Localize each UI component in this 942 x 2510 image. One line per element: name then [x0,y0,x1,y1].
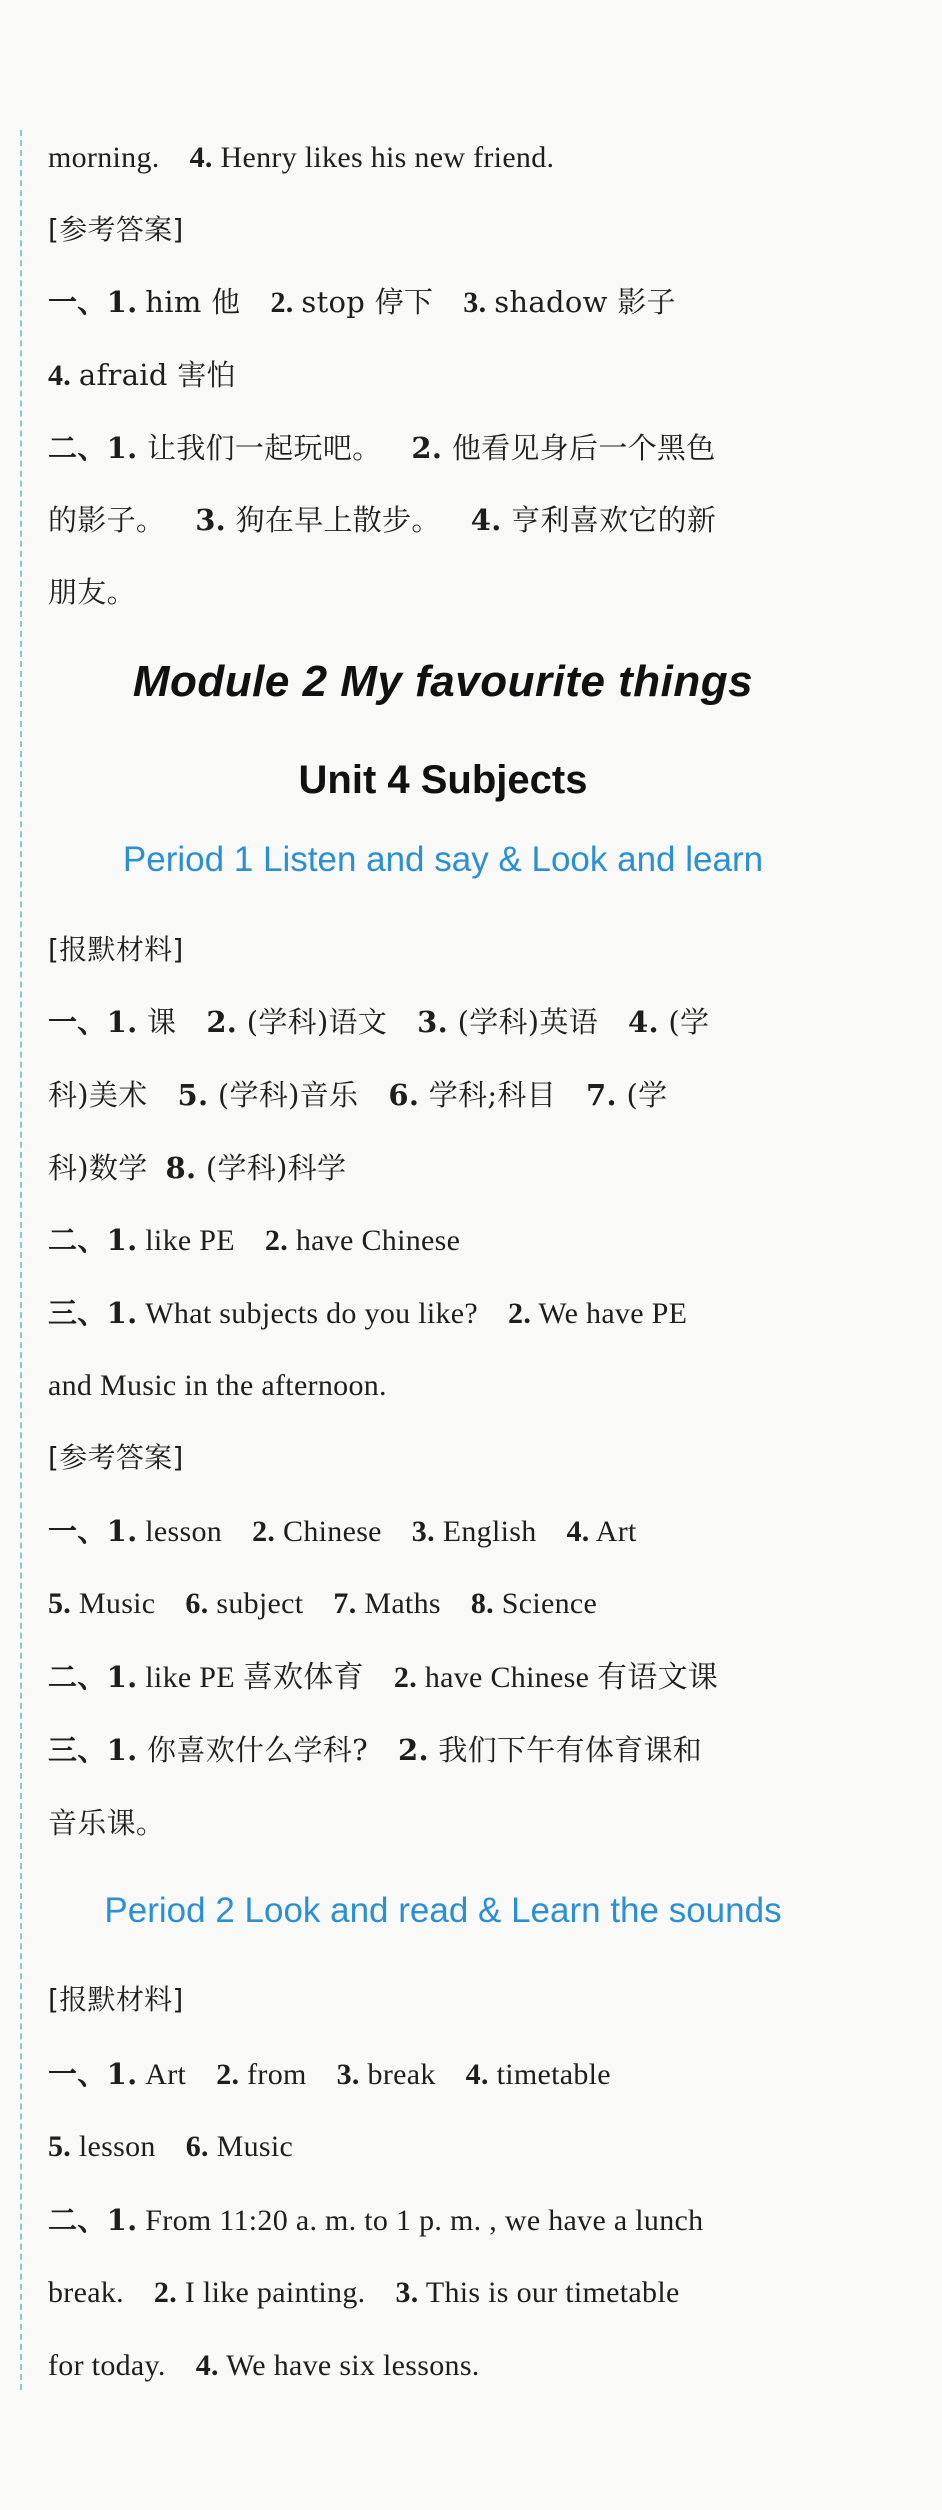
report-label: [报默材料] [48,933,184,966]
text-line: 二、1. like PE 喜欢体育 2. have Chinese 有语文课 [48,1660,719,1694]
text-line: 一、1. lesson 2. Chinese 3. English 4. Art [48,1514,637,1548]
text-line: and Music in the afternoon. [48,1369,387,1402]
answers-label: [参考答案] [48,1441,184,1474]
text-line: 5. lesson 6. Music [48,2130,294,2163]
text-line: 4. afraid 害怕 [48,358,236,392]
text-line: 三、1. 你喜欢什么学科? 2. 我们下午有体育课和 [48,1733,703,1767]
text-line: 三、1. What subjects do you like? 2. We have PE [48,1296,688,1330]
text-line: 科)数学 8. (学科)科学 [48,1151,347,1185]
report-label: [报默材料] [48,1983,184,2016]
answers-label: [参考答案] [48,213,184,246]
text-line: 5. Music 6. subject 7. Maths 8. Science [48,1587,598,1620]
text-line: 二、1. From 11:20 a. m. to 1 p. m. , we have a lunch [48,2203,704,2237]
text-line: for today. 4. We have six lessons. [48,2349,480,2382]
unit-title: Unit 4 Subjects [298,758,588,802]
text-line: 一、1. Art 2. from 3. break 4. timetable [48,2057,611,2091]
text-line: 朋友。 [48,575,136,609]
text-line: 的影子。 3. 狗在早上散步。 4. 亨利喜欢它的新 [48,503,717,537]
text-line: 一、1. 课 2. (学科)语文 3. (学科)英语 4. (学 [48,1005,710,1039]
text-line: 音乐课。 [48,1806,166,1840]
text-line: 二、1. 让我们一起玩吧。 2. 他看见身后一个黑色 [48,431,716,465]
period-2-title: Period 2 Look and read & Learn the sounds [104,1891,782,1930]
text-line: break. 2. I like painting. 3. This is our timetable [48,2276,680,2309]
module-title: Module 2 My favourite things [132,657,754,706]
margin-dashed-rule [20,130,22,2390]
text-line: 一、1. him 他 2. stop 停下 3. shadow 影子 [48,285,676,319]
text-line: 二、1. like PE 2. have Chinese [48,1223,461,1257]
period-1-title: Period 1 Listen and say & Look and learn [122,840,764,879]
text-line: 科)美术 5. (学科)音乐 6. 学科;科目 7. (学 [48,1078,668,1112]
text-line: morning. 4. Henry likes his new friend. [48,141,555,174]
